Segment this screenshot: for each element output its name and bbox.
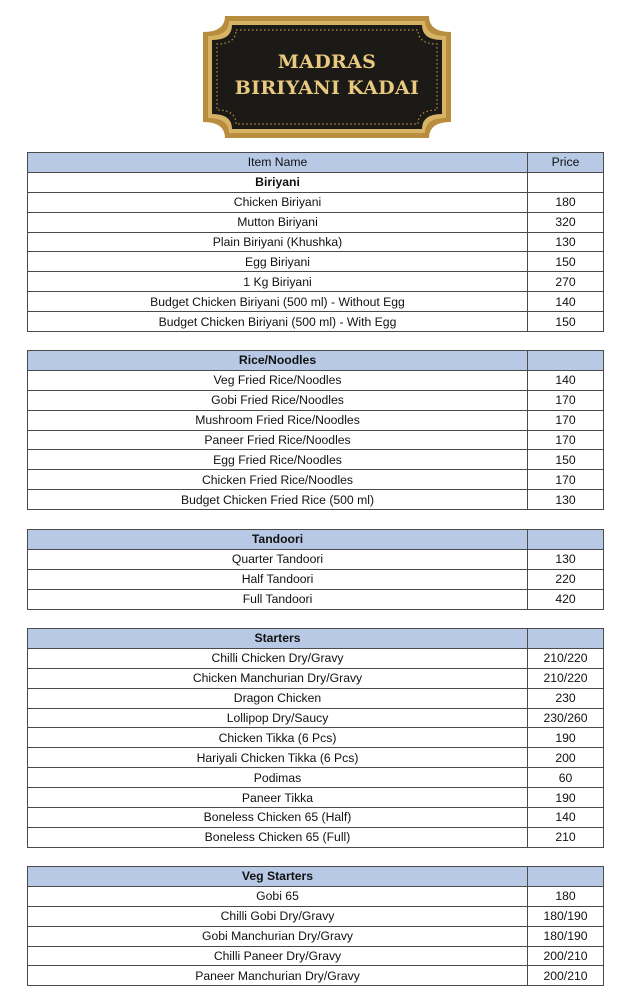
empty-cell	[528, 530, 604, 550]
empty-cell	[528, 867, 604, 887]
item-name: Paneer Manchurian Dry/Gravy	[28, 966, 528, 986]
item-name: Budget Chicken Fried Rice (500 ml)	[28, 490, 528, 510]
item-name: Plain Biriyani (Khushka)	[28, 232, 528, 252]
category-header-row	[28, 351, 604, 371]
item-price: 270	[528, 272, 604, 292]
item-name: Egg Fried Rice/Noodles	[28, 450, 528, 470]
item-price: 210/220	[528, 668, 604, 688]
item-price: 130	[528, 232, 604, 252]
item-name: Chilli Paneer Dry/Gravy	[28, 946, 528, 966]
price-header: Price	[528, 153, 604, 173]
table-row	[28, 688, 604, 708]
table-row	[28, 292, 604, 312]
item-price: 150	[528, 450, 604, 470]
item-price: 420	[528, 589, 604, 609]
item-price: 180/190	[528, 926, 604, 946]
item-name: Podimas	[28, 768, 528, 788]
starters-table	[27, 628, 604, 848]
table-row	[28, 430, 604, 450]
item-name: Boneless Chicken 65 (Half)	[28, 808, 528, 828]
item-name: Gobi Manchurian Dry/Gravy	[28, 926, 528, 946]
logo-line-2: BIRIYANI KADAI	[234, 77, 420, 99]
item-price: 190	[528, 788, 604, 808]
empty-cell	[528, 172, 604, 192]
table-row	[28, 668, 604, 688]
item-name: Chicken Fried Rice/Noodles	[28, 470, 528, 490]
logo-line-1: MADRAS	[277, 51, 377, 73]
table-row	[28, 390, 604, 410]
table-row	[28, 450, 604, 470]
category-header-row	[28, 629, 604, 649]
table-row	[28, 569, 604, 589]
table-row	[28, 272, 604, 292]
item-name: Chicken Manchurian Dry/Gravy	[28, 668, 528, 688]
item-price: 170	[528, 390, 604, 410]
item-name: Boneless Chicken 65 (Full)	[28, 827, 528, 847]
table-row	[28, 252, 604, 272]
item-name: Chicken Tikka (6 Pcs)	[28, 728, 528, 748]
item-price: 130	[528, 490, 604, 510]
item-price: 140	[528, 370, 604, 390]
table-row	[28, 589, 604, 609]
item-price: 180/190	[528, 906, 604, 926]
item-price: 200	[528, 748, 604, 768]
item-name: Full Tandoori	[28, 589, 528, 609]
item-name: Quarter Tandoori	[28, 549, 528, 569]
table-row	[28, 410, 604, 430]
item-name: Egg Biriyani	[28, 252, 528, 272]
table-row	[28, 788, 604, 808]
table-row	[28, 906, 604, 926]
table-row	[28, 549, 604, 569]
item-name: Budget Chicken Biriyani (500 ml) - With Egg	[28, 312, 528, 332]
logo-text	[203, 49, 451, 101]
item-name: Paneer Fried Rice/Noodles	[28, 430, 528, 450]
item-name: Gobi 65	[28, 886, 528, 906]
item-price: 170	[528, 470, 604, 490]
item-name: Paneer Tikka	[28, 788, 528, 808]
table-row	[28, 708, 604, 728]
table-row	[28, 648, 604, 668]
category-title: Starters	[28, 629, 528, 649]
item-name: Lollipop Dry/Saucy	[28, 708, 528, 728]
veg-starters-table	[27, 866, 604, 986]
category-title: Tandoori	[28, 530, 528, 550]
item-price: 220	[528, 569, 604, 589]
item-price: 170	[528, 430, 604, 450]
item-price: 150	[528, 252, 604, 272]
item-price: 140	[528, 808, 604, 828]
category-row	[28, 172, 604, 192]
table-row	[28, 370, 604, 390]
item-price: 60	[528, 768, 604, 788]
table-row	[28, 926, 604, 946]
restaurant-logo	[203, 16, 451, 138]
category-title: Veg Starters	[28, 867, 528, 887]
table-row	[28, 966, 604, 986]
item-name: Hariyali Chicken Tikka (6 Pcs)	[28, 748, 528, 768]
category-header-row	[28, 867, 604, 887]
item-name: 1 Kg Biriyani	[28, 272, 528, 292]
category-title: Rice/Noodles	[28, 351, 528, 371]
item-price: 320	[528, 212, 604, 232]
item-price: 210	[528, 827, 604, 847]
item-name: Dragon Chicken	[28, 688, 528, 708]
table-row	[28, 232, 604, 252]
table-row	[28, 808, 604, 828]
table-row	[28, 470, 604, 490]
item-price: 170	[528, 410, 604, 430]
item-name: Veg Fried Rice/Noodles	[28, 370, 528, 390]
item-price: 180	[528, 192, 604, 212]
table-row	[28, 312, 604, 332]
item-name: Mushroom Fried Rice/Noodles	[28, 410, 528, 430]
item-price: 130	[528, 549, 604, 569]
item-price: 150	[528, 312, 604, 332]
item-name: Chilli Gobi Dry/Gravy	[28, 906, 528, 926]
table-row	[28, 768, 604, 788]
item-price: 210/220	[528, 648, 604, 668]
item-name: Gobi Fried Rice/Noodles	[28, 390, 528, 410]
empty-cell	[528, 351, 604, 371]
item-name-header: Item Name	[28, 153, 528, 173]
empty-cell	[528, 629, 604, 649]
table-row	[28, 886, 604, 906]
table-row	[28, 490, 604, 510]
table-row	[28, 192, 604, 212]
table-header-row	[28, 153, 604, 173]
category-title: Biriyani	[28, 172, 528, 192]
item-price: 200/210	[528, 946, 604, 966]
tandoori-table	[27, 529, 604, 610]
item-name: Chilli Chicken Dry/Gravy	[28, 648, 528, 668]
item-price: 230/260	[528, 708, 604, 728]
item-name: Budget Chicken Biriyani (500 ml) - Without Egg	[28, 292, 528, 312]
table-row	[28, 827, 604, 847]
item-name: Chicken Biriyani	[28, 192, 528, 212]
table-row	[28, 728, 604, 748]
item-price: 200/210	[528, 966, 604, 986]
item-price: 140	[528, 292, 604, 312]
table-row	[28, 212, 604, 232]
item-price: 190	[528, 728, 604, 748]
biriyani-table	[27, 152, 604, 332]
item-name: Half Tandoori	[28, 569, 528, 589]
item-name: Mutton Biriyani	[28, 212, 528, 232]
category-header-row	[28, 530, 604, 550]
table-row	[28, 748, 604, 768]
table-row	[28, 946, 604, 966]
rice-noodles-table	[27, 350, 604, 510]
item-price: 230	[528, 688, 604, 708]
item-price: 180	[528, 886, 604, 906]
